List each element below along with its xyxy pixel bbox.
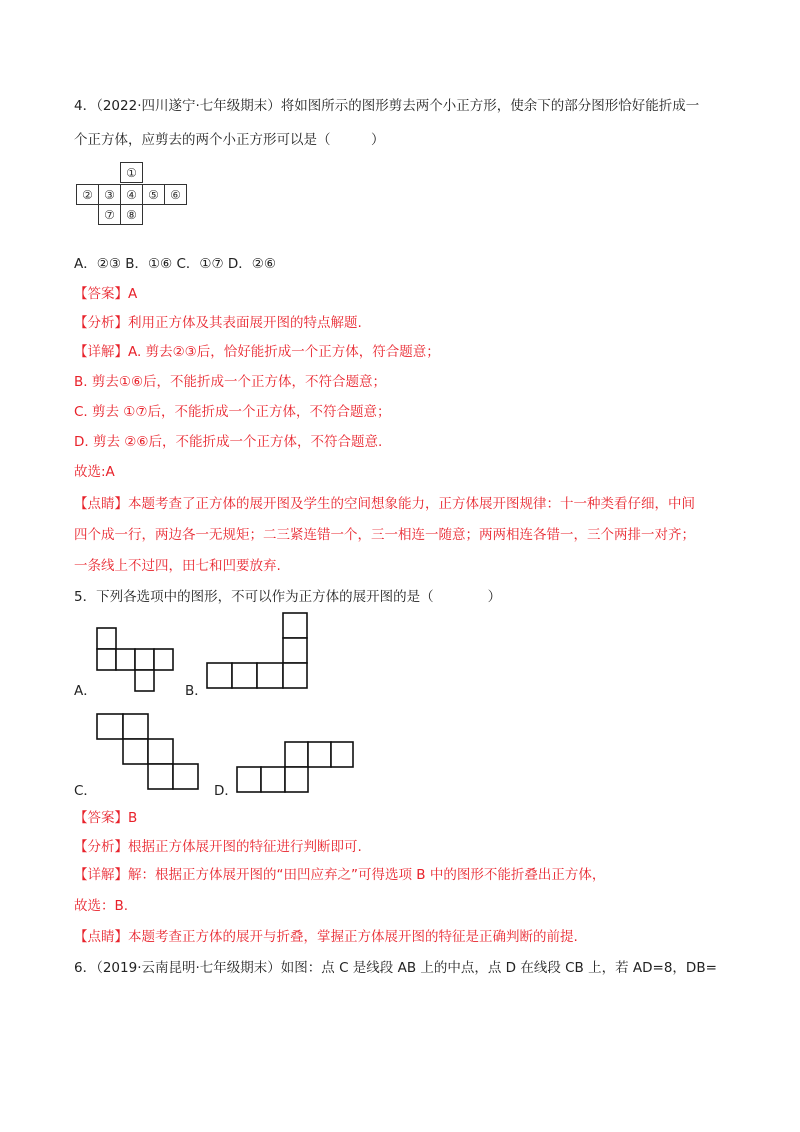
net-label-8: ⑧	[126, 208, 137, 222]
q4-stem-line1: 4．（2022·四川遂宁·七年级期末）将如图所示的图形剪去两个小正方形，使余下的部分图形恰好能折成一	[74, 98, 700, 114]
q5-option-a-net	[96, 627, 176, 693]
net-label-7: ⑦	[104, 208, 115, 222]
net-label-5: ⑤	[148, 188, 159, 202]
q4-detail-b: B. 剪去①⑥后，不能折成一个正方体，不符合题意；	[74, 374, 387, 390]
q5-choice: 故选：B.	[74, 898, 129, 914]
q4-detail-c: C. 剪去 ①⑦后，不能折成一个正方体，不符合题意；	[74, 404, 391, 420]
q5-detail: 【详解】解：根据正方体展开图的“田凹应弃之”可得选项 B 中的图形不能折叠出正方体，	[74, 867, 606, 883]
q5-stem: 5．下列各选项中的图形，不可以作为正方体的展开图的是（ ）	[74, 589, 502, 605]
net-label-1: ①	[126, 166, 137, 180]
q4-answer: 【答案】A	[74, 286, 138, 302]
net-label-3: ③	[104, 188, 115, 202]
q4-analysis: 【分析】利用正方体及其表面展开图的特点解题.	[74, 315, 362, 331]
q5-option-c-net	[96, 713, 202, 793]
q5-label-d: D．	[214, 783, 238, 799]
q4-choice: 故选:A	[74, 464, 115, 480]
q5-analysis: 【分析】根据正方体展开图的特征进行判断即可.	[74, 839, 362, 855]
q6-stem: 6．（2019·云南昆明·七年级期末）如图：点 C 是线段 AB 上的中点，点 D 在线段 CB 上，若 AD=8，DB=	[74, 960, 717, 976]
net-label-6: ⑥	[170, 188, 181, 202]
q5-option-d-net	[236, 741, 356, 795]
q5-option-b-net	[206, 612, 310, 692]
q4-detail-a: 【详解】A. 剪去②③后，恰好能折成一个正方体，符合题意；	[74, 344, 440, 360]
q4-options: A．②③ B．①⑥ C．①⑦ D．②⑥	[74, 256, 277, 272]
q4-stem-line2: 个正方体，应剪去的两个小正方形可以是（ ）	[74, 132, 385, 148]
q4-comment-line2: 四个成一行，两边各一无规矩；二三紧连错一个，三一相连一随意；两两相连各错一，三个两排一对齐；	[74, 527, 695, 543]
q5-label-b: B．	[185, 683, 208, 699]
net-label-2: ②	[82, 188, 93, 202]
q5-answer: 【答案】B	[74, 810, 138, 826]
q4-comment-line3: 一条线上不过四，田七和凹要放弃.	[74, 558, 281, 574]
q4-cube-net-figure	[76, 162, 188, 226]
net-label-4: ④	[126, 188, 137, 202]
q5-label-c: C．	[74, 783, 97, 799]
q4-detail-d: D. 剪去 ②⑥后，不能折成一个正方体，不符合题意.	[74, 434, 383, 450]
q5-comment: 【点睛】本题考查正方体的展开与折叠，掌握正方体展开图的特征是正确判断的前提.	[74, 929, 578, 945]
q4-comment-line1: 【点睛】本题考查了正方体的展开图及学生的空间想象能力，正方体展开图规律：十一种类看仔细，中间	[74, 496, 695, 512]
q5-label-a: A．	[74, 683, 97, 699]
